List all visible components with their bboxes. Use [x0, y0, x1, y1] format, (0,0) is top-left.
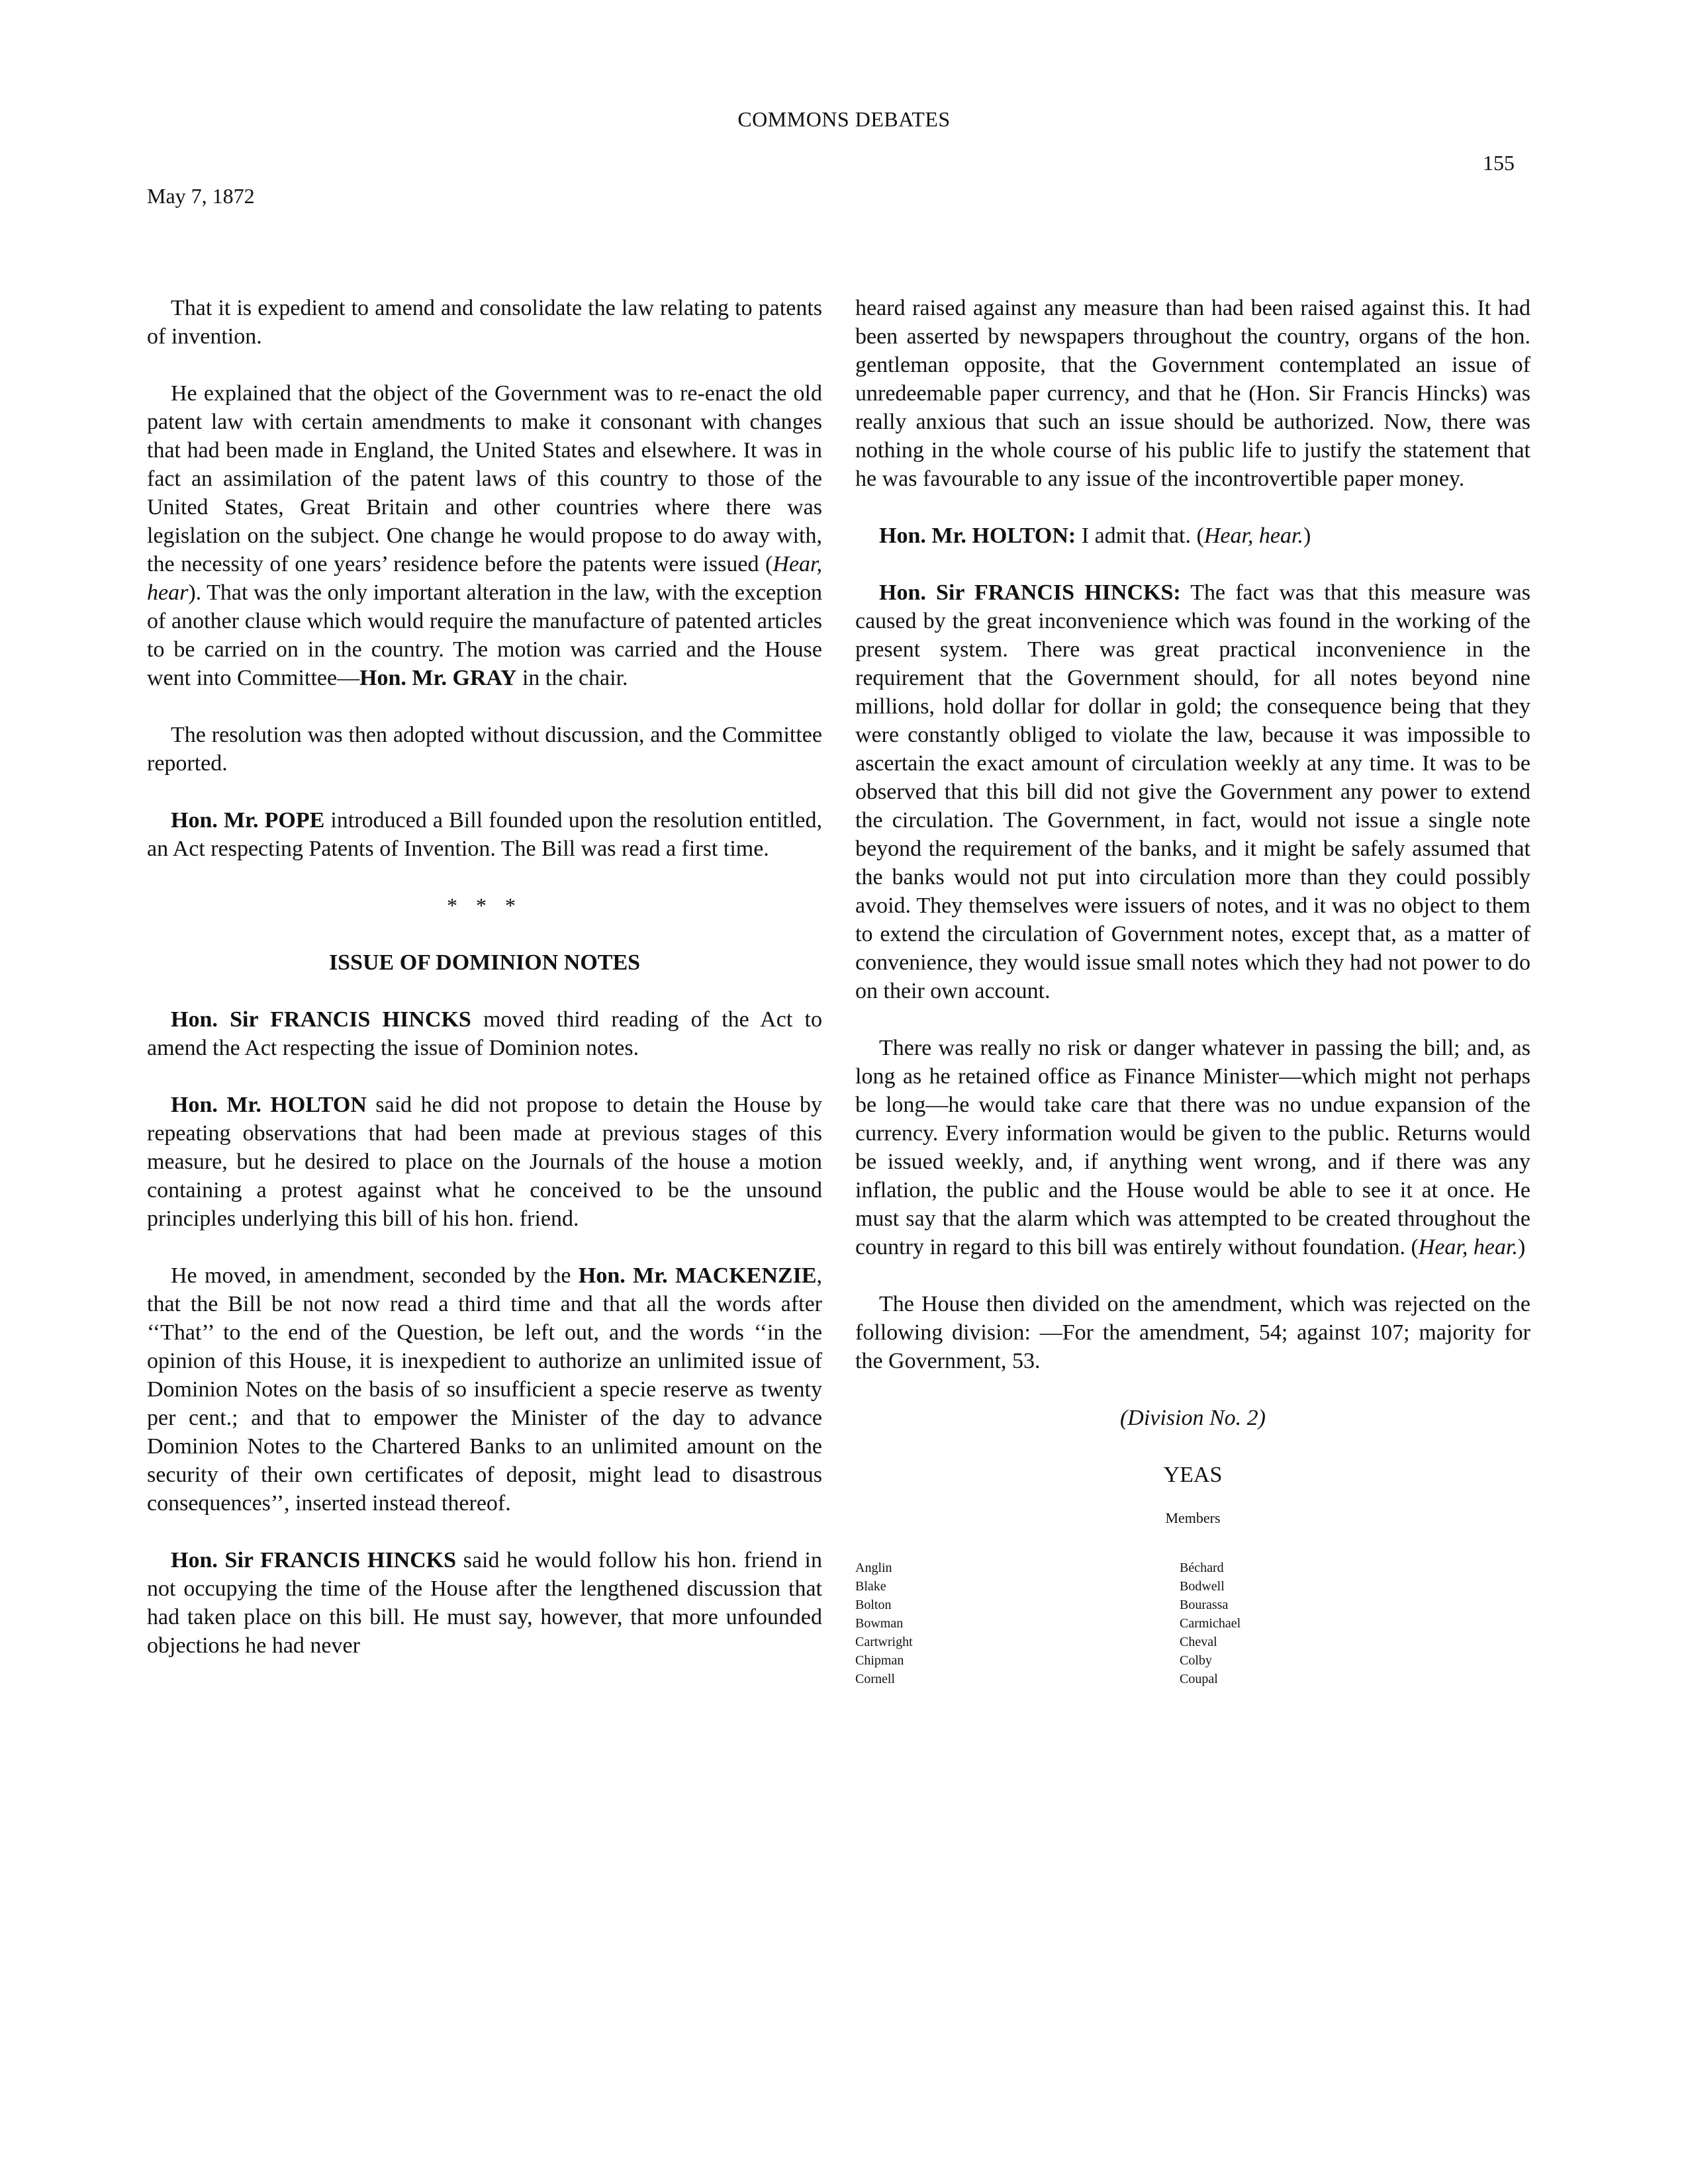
text: He moved, in amendment, seconded by the — [171, 1263, 579, 1288]
running-header: COMMONS DEBATES — [737, 107, 951, 131]
text: said he would follow his hon. friend in not occupying the time of the House after the lengthened discussion that had taken place on this bill. He must say, however, that more unfounded objections he had never — [147, 1548, 822, 1658]
speaker-name: Hon. Mr. GRAY — [359, 666, 517, 690]
section-separator: * * * — [447, 893, 522, 917]
paragraph: The House then divided on the amendment, which was rejected on the following division: —For the amendment, 54; against 107; majority for the Government, 53. — [855, 1292, 1530, 1373]
yeas-heading: YEAS — [1163, 1463, 1223, 1487]
text: ). That was the only important alteration in the law, with the exception of another clause which would require the manufacture of patented articles to be carried on in the country. The motion was carried and the House went into Committee— — [147, 580, 822, 690]
text: There was really no risk or danger whatever in passing the bill; and, as long as he retained office as Finance Minister—which might not perhaps be long—he would take care that there was no undue expansion of the currency. Every information would be given to the public. Returns would be issued weekly, and, if anything went wrong, and if there was any inflation, the public and the House would be able to see it at once. He must say that the alarm which was attempted to be created throughout the country in regard to this bill was entirely without foundation. ( — [855, 1036, 1530, 1259]
text: , that the Bill be not now read a third time and that all the words after ‘‘That’’ to the end of the Question, be left out, and the words ‘‘in the opinion of this House, it is inexpedient to authorize an unlimited issue of Dominion Notes on the basis of so insufficient a specie reserve as twenty per cent.; and that to empower the Minister of the day to advance Dominion Notes to the Chartered Banks to an unlimited amount on the security of their own certificates of deposit, might lead to disastrous consequences’’, inserted instead thereof. — [147, 1263, 822, 1516]
member-name: Cartwright — [855, 1635, 913, 1649]
member-name: Bolton — [855, 1598, 892, 1612]
member-names-list — [855, 1559, 1530, 1688]
member-names-column — [1180, 1559, 1504, 1688]
paragraph — [147, 1091, 822, 1233]
member-name: Chipman — [855, 1653, 904, 1668]
paragraph — [855, 578, 1530, 1005]
speaker-name: Hon. Mr. HOLTON: — [879, 523, 1076, 548]
member-name: Bowman — [855, 1616, 904, 1631]
text: ) — [1303, 523, 1311, 548]
speaker-name: Hon. Mr. MACKENZIE — [578, 1263, 817, 1288]
right-column — [855, 294, 1530, 1688]
page-number: 155 — [1483, 151, 1515, 175]
members-label: Members — [1165, 1510, 1221, 1526]
resolution-text: That it is expedient to amend and consolidate the law relating to patents of invention. — [147, 296, 822, 349]
member-name: Carmichael — [1180, 1616, 1241, 1631]
text: in the chair. — [516, 666, 628, 690]
page-date: May 7, 1872 — [147, 184, 255, 208]
text: said he did not propose to detain the House by repeating observations that had been made at previous stages of this measure, but he desired to place on the Journals of the house a motion containing a protest against what he conceived to be the unsound principles underlying this bill of his hon. friend. — [147, 1093, 822, 1231]
text: introduced a Bill founded upon the resolution entitled, an Act respecting Patents of Invention. The Bill was read a first time. — [147, 808, 822, 861]
speaker-name: Hon. Mr. HOLTON — [171, 1093, 367, 1117]
member-name: Colby — [1180, 1653, 1212, 1668]
paragraph — [147, 1546, 822, 1660]
speaker-name: Hon. Sir FRANCIS HINCKS — [171, 1007, 471, 1032]
interjection: Hear, hear. — [1203, 523, 1303, 548]
member-name: Bodwell — [1180, 1579, 1225, 1594]
text: ) — [1517, 1235, 1526, 1259]
text: The fact was that this measure was caused by the great inconvenience which was found in the working of the present system. There was great practical inconvenience in the requirement that the Government should, for all notes beyond nine millions, hold dollar for dollar in gold; the consequence being that they were constantly obliged to violate the law, because it was impossible to ascertain the exact amount of circulation weekly at any time. It was to be observed that this bill did not give the Government any power to extend the circulation. The Government, in fact, would not issue a single note beyond the requirement of the banks, and it might be safely assumed that the banks would not put into circulation more than they could possibly avoid. They themselves were issuers of notes, and it was no object to them to extend the circulation of Government notes, except that, as a matter of convenience, they would issue small notes which they had not power to do on their own account. — [855, 580, 1531, 1003]
interjection: Hear, hear — [147, 552, 822, 605]
member-name: Cornell — [855, 1672, 895, 1686]
member-name: Blake — [855, 1579, 886, 1594]
member-name: Béchard — [1180, 1561, 1224, 1575]
paragraph — [147, 1005, 822, 1062]
text: He explained that the object of the Government was to re-enact the old patent law with certain amendments to make it consonant with changes that had been made in England, the United States and elsewhere. It was in fact an assimilation of the patent laws of this country to those of the United States, Great Britain and other countries where there was legislation on the subject. One change he would propose to do away with, the necessity of one years’ residence before the patents were issued ( — [147, 381, 822, 576]
division-label: (Division No. 2) — [1119, 1406, 1266, 1430]
paragraph — [147, 806, 822, 863]
text: moved third reading of the Act to amend the Act respecting the issue of Dominion notes. — [147, 1007, 822, 1060]
paragraph — [855, 522, 1530, 550]
speaker-name: Hon. Sir FRANCIS HINCKS — [171, 1548, 457, 1572]
paragraph: The resolution was then adopted without discussion, and the Committee reported. — [147, 723, 822, 776]
member-name: Bourassa — [1180, 1598, 1229, 1612]
paragraph — [147, 379, 822, 692]
interjection: Hear, hear. — [1418, 1235, 1518, 1259]
paragraph — [147, 1261, 822, 1518]
member-name: Anglin — [855, 1561, 892, 1575]
speaker-name: Hon. Sir FRANCIS HINCKS: — [879, 580, 1181, 605]
left-column — [147, 294, 822, 1688]
member-name: Cheval — [1180, 1635, 1217, 1649]
paragraph: heard raised against any measure than had been raised against this. It had been asserted by newspapers throughout the country, organs of the hon. gentleman opposite, that the Government contemplated an issue of unredeemable paper currency, and that he (Hon. Sir Francis Hincks) was really anxious that such an issue should be authorized. Now, there was nothing in the whole course of his public life to justify the statement that he was favourable to any issue of the incontrovertible paper money. — [855, 296, 1530, 491]
speaker-name: Hon. Mr. POPE — [171, 808, 325, 833]
text: I admit that. ( — [1076, 523, 1204, 548]
section-heading: ISSUE OF DOMINION NOTES — [328, 950, 641, 975]
member-name: Coupal — [1180, 1672, 1218, 1686]
member-names-column — [855, 1559, 1180, 1688]
paragraph — [855, 1034, 1530, 1261]
